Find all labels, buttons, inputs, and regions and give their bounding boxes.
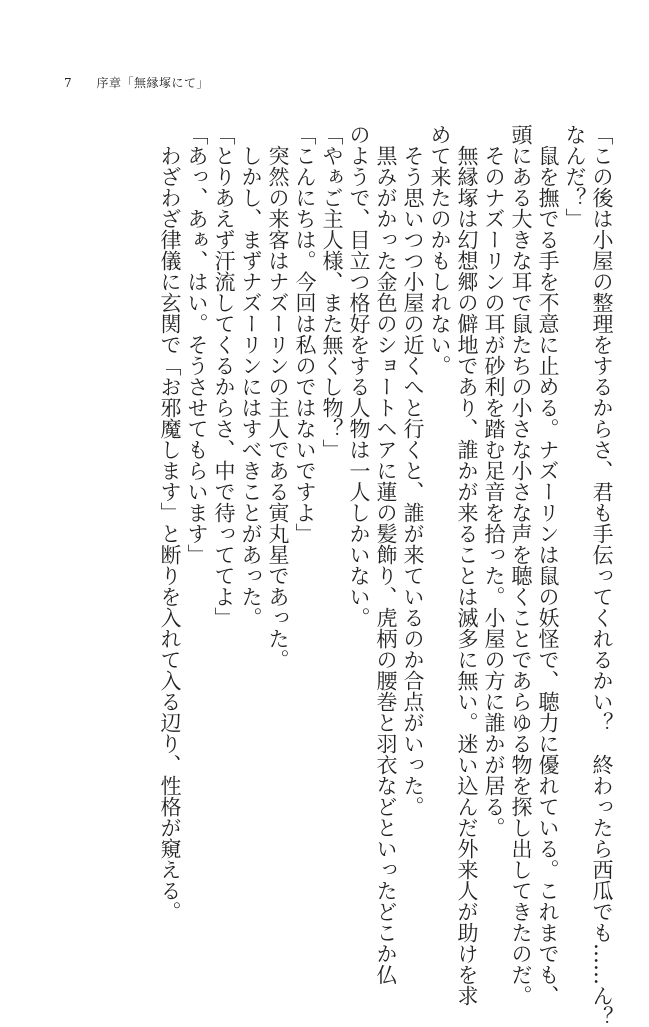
chapter-title: 序章「無縁塚にて」 <box>96 76 209 90</box>
text-line: 「この後は小屋の整理をするからさ、君も手伝ってくれるかい？ 終わったら西瓜でも……ん？ <box>590 124 614 1027</box>
text-line: しかし、まずナズーリンにはすべきことがあった。 <box>239 124 263 628</box>
text-line: わざわざ律儀に玄関で「お邪魔します」と断りを入れて入る辺り、性格が窺える。 <box>158 124 182 922</box>
page-number: 7 <box>64 76 73 90</box>
running-header <box>64 74 209 91</box>
text-line: 「こんにちは。今回は私のではないですよ」 <box>293 124 317 544</box>
text-line: そう思いつつ小屋の近くへと行くと、誰が来ているのか合点がいった。 <box>401 124 425 817</box>
text-line: 黒みがかった金色のショートヘアに蓮の髪飾り、虎柄の腰巻と羽衣などといったどこか仏 <box>374 124 398 985</box>
text-line: めて来たのかもしれない。 <box>428 124 452 376</box>
text-line: のようで、目立つ格好をする人物は一人しかいない。 <box>347 124 371 628</box>
vertical-body-text <box>156 124 615 1027</box>
text-line: 鼠を撫でる手を不意に止める。ナズーリンは鼠の妖怪で、聴力に優れている。これまでも、 <box>536 124 560 1006</box>
text-line: そのナズーリンの耳が砂利を踏む足音を拾った。小屋の方に誰かが居る。 <box>482 124 506 838</box>
text-line: 「やぁご主人様、また無くし物？」 <box>320 124 344 460</box>
text-line: 無縁塚は幻想郷の僻地であり、誰かが来ることは滅多に無い。迷い込んだ外来人が助けを求 <box>455 124 479 1006</box>
text-line: なんだ？」 <box>563 124 587 229</box>
text-line: 「とりあえず汗流してくるからさ、中で待っててよ」 <box>212 124 236 628</box>
text-line: 頭にある大きな耳で鼠たちの小さな小さな声を聴くことであらゆる物を探し出してきたのだ。 <box>509 124 533 1006</box>
text-line: 突然の来客はナズーリンの主人である寅丸星であった。 <box>266 124 290 670</box>
text-line: 「あっ、あぁ、はい。そうさせてもらいます」 <box>185 124 209 565</box>
